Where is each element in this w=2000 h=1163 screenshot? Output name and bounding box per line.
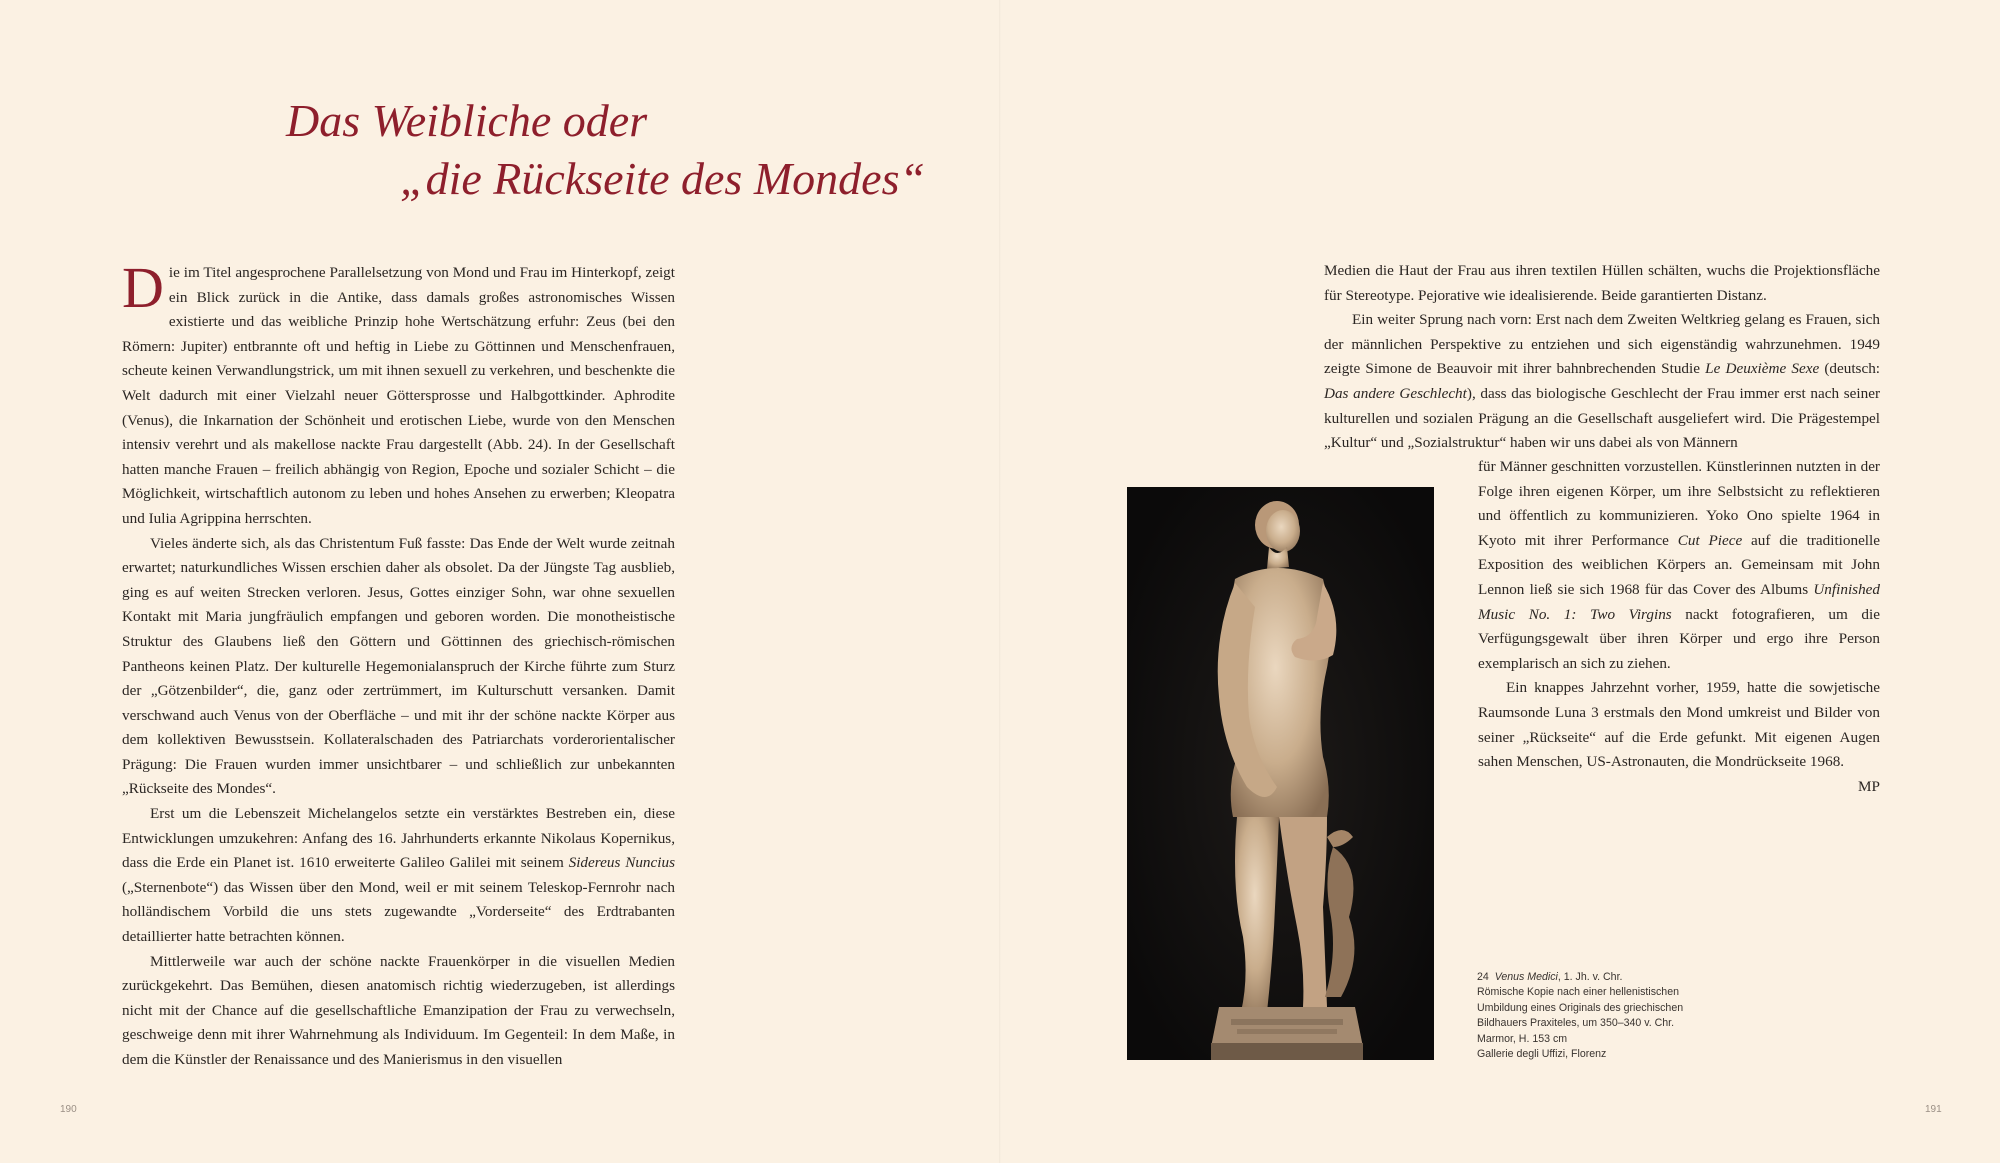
paragraph-6-continued: für Männer geschnitten vorzustellen. Künstlerinnen nutzten in der Folge ihren eigenen Körper, um ihre Selbstsicht zu reflektieren und öffentlich zu kommunizieren. Yoko Ono spielte 1964 in Kyoto mit ihrer Performance Cut Piece auf die traditionelle Exposition des weiblichen Körpers an. Gemeinsam mit John Lennon ließ sie sich 1968 für das Cover des Albums Unfinished Music No. 1: Two Virgins nackt fotografieren, um die Verfügungsgewalt über ihren Körper und ergo ihre Person exemplarisch an sich zu ziehen. [1478, 458, 1880, 672]
chapter-title-line-2: „die Rückseite des Mondes“ [400, 153, 926, 204]
chapter-title [286, 92, 925, 208]
paragraph-1: Die im Titel angesprochene Parallelsetzung von Mond und Frau im Hinterkopf, zeigt ein Blick zurück in die Antike, dass damals großes astronomisches Wissen existierte und das weibliche Prinzip hohe Wertschätzung erfuhr: Zeus (bei den Römern: Jupiter) entbrannte oft und heftig in Liebe zu Göttinnen und Menschenfrauen, scheute keinen Verwandlungstrick, um mit ihnen sexuell zu verkehren, und beschenkte die Welt dadurch mit einer Vielzahl neuer Göttersprosse und Halbgottkinder. Aphrodite (Venus), die Inkarnation der Schönheit und erotischen Liebe, wurde von den Menschen intensiv verehrt und als makellose nackte Frau dargestellt (Abb. 24). In der Gesellschaft hatten manche Frauen – freilich abhängig von Region, Epoche und sozialer Schicht – die Möglichkeit, wirtschaftlich autonom zu leben und hohes Ansehen zu erwerben; Kleopatra und Iulia Agrippina herrschten. [122, 255, 675, 527]
caption-line-1: 24 Venus Medici, 1. Jh. v. Chr. [1477, 971, 1623, 983]
author-signature: MP [1858, 777, 1880, 795]
paragraph-7: Ein knappes Jahrzehnt vorher, 1959, hatte die sowjetische Raumsonde Luna 3 erstmals den Mond umkreist und Bilder von seiner „Rückseite“ auf die Erde gefunkt. Mit eigenen Augen sahen Menschen, US-Astronauten, die Mondrückseite 1968. [1478, 679, 1880, 771]
caption-line-4: Bildhauers Praxiteles, um 350–340 v. Chr. [1477, 1017, 1675, 1030]
drop-cap: D [122, 255, 164, 320]
paragraph-4: Mittlerweile war auch der schöne nackte Frauenkörper in die visuellen Medien zurückgekehrt. Das Bemühen, diesen anatomisch richtig wiederzugeben, ist allerdings nicht mit der Chance auf die gesellschaftliche Emanzipation der Frau zu verwechseln, geschweige denn mit ihrer Wahrnehmung als Individuum. Im Gegenteil: In dem Maße, in dem die Künstler der Renaissance und des Manierismus in den visuellen [122, 952, 675, 1068]
page-number-left: 190 [60, 1104, 77, 1115]
left-text-column [122, 255, 675, 1073]
caption-line-5: Marmor, H. 153 cm [1477, 1032, 1568, 1045]
statue-illustration [1127, 487, 1434, 1060]
caption-line-2: Römische Kopie nach einer hellenistischen [1477, 986, 1679, 999]
caption-line-3: Umbildung eines Originals des griechischen [1477, 1001, 1684, 1014]
image-caption [1477, 970, 1777, 1062]
paragraph-2: Vieles änderte sich, als das Christentum Fuß fasste: Das Ende der Welt wurde zeitnah erwartet; naturkundliches Wissen erschien daher als obsolet. Da der Jüngste Tag ausblieb, ging es auf weiten Strecken verloren. Jesus, Gottes einziger Sohn, war ohne sexuellen Kontakt mit Maria jungfräulich empfangen und geboren worden. Die monotheistische Struktur des Glaubens ließ den Göttern und Göttinnen des griechisch-römischen Pantheons keinen Platz. Der kulturelle Hegemonialanspruch der Kirche führte zum Sturz der „Götzenbilder“, die, ganz oder zertrümmert, im Kulturschutt versanken. Damit verschwand auch Venus von der Oberfläche – und mit ihr der schöne nackte Körper aus dem kollektiven Bewusstsein. Kollateralschaden des Patriarchats vorderorientalischer Prägung: Die Frauen wurden immer unsichtbarer – und schließlich zur unbekannten „Rückseite des Mondes“. [122, 534, 675, 798]
right-text-column-top [1324, 259, 1880, 456]
right-page [1000, 0, 2000, 1163]
venus-statue-image [1127, 487, 1434, 1060]
chapter-title-line-1: Das Weibliche oder [286, 95, 648, 146]
paragraph-5: Medien die Haut der Frau aus ihren textilen Hüllen schälten, wuchs die Projektionsfläche für Stereotype. Pejorative wie idealisierende. Beide garantierten Distanz. [1324, 262, 1880, 304]
paragraph-3: Erst um die Lebenszeit Michelangelos setzte ein verstärktes Bestreben ein, diese Entwicklungen umzukehren: Anfang des 16. Jahrhunderts erkannte Nikolaus Kopernikus, dass die Erde ein Planet ist. 1610 erweiterte Galileo Galilei mit seinem Sidereus Nuncius („Sternenbote“) das Wissen über den Mond, weil er mit seinem Teleskop-Fernrohr nach holländischem Vorbild die uns stets zugewandte „Vorderseite“ des Erdtrabanten detaillierter hatte betrachten können. [122, 805, 675, 946]
paragraph-6: Ein weiter Sprung nach vorn: Erst nach dem Zweiten Weltkrieg gelang es Frauen, sich der männlichen Perspektive zu entziehen und sich eigenständig wahrzunehmen. 1949 zeigte Simone de Beauvoir mit ihrer bahnbrechenden Studie Le Deuxième Sexe (deutsch: Das andere Geschlecht), dass das biologische Geschlecht der Frau immer erst nach seiner kulturellen und sozialen Prägung an die Gesellschaft ausgeliefert wird. Die Prägestempel „Kultur“ und „Sozialstruktur“ haben wir uns dabei als von Männern [1324, 311, 1881, 452]
page-number-right: 191 [1925, 1104, 1942, 1115]
caption-line-6: Gallerie degli Uffizi, Florenz [1477, 1048, 1607, 1061]
right-text-column-bottom [1478, 455, 1880, 799]
